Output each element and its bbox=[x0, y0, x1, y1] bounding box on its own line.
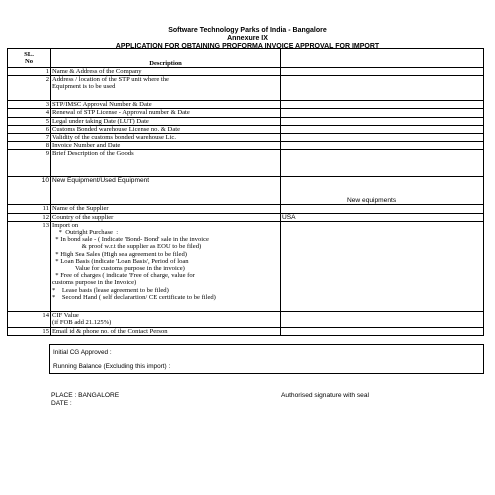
row-number: 14 bbox=[8, 311, 51, 327]
row-number: 6 bbox=[8, 125, 51, 133]
row-number: 4 bbox=[8, 109, 51, 117]
row-value bbox=[281, 109, 484, 117]
table-row bbox=[8, 177, 484, 205]
row-description: Renewal of STP License - Approval number & Date bbox=[51, 109, 281, 117]
place-label: PLACE : BANGALORE bbox=[51, 392, 120, 399]
row-number: 9 bbox=[8, 150, 51, 177]
annexure-label: Annexure IX bbox=[227, 35, 268, 42]
initial-cg-approved: Initial CG Approved : bbox=[53, 349, 112, 356]
row-description: Country of the supplier bbox=[51, 213, 281, 221]
row-description: STP/IMSC Approval Number & Date bbox=[51, 101, 281, 109]
table-row bbox=[8, 134, 484, 142]
row-value bbox=[281, 101, 484, 109]
row-value bbox=[281, 117, 484, 125]
table-row bbox=[8, 68, 484, 76]
table-row bbox=[8, 117, 484, 125]
row-value: New equipments bbox=[281, 177, 484, 205]
row-number: 13 bbox=[8, 221, 51, 311]
description-header: Description bbox=[51, 49, 281, 68]
row-description: Invoice Number and Date bbox=[51, 142, 281, 150]
table-row bbox=[8, 205, 484, 213]
row-number: 12 bbox=[8, 213, 51, 221]
row-value bbox=[281, 68, 484, 76]
table-row bbox=[8, 311, 484, 327]
row-number: 3 bbox=[8, 101, 51, 109]
row-value bbox=[281, 142, 484, 150]
row-value bbox=[281, 76, 484, 101]
table-row bbox=[8, 76, 484, 101]
row-number: 1 bbox=[8, 68, 51, 76]
table-header-row bbox=[8, 49, 484, 68]
row-number: 8 bbox=[8, 142, 51, 150]
row-number: 7 bbox=[8, 134, 51, 142]
row-description: Email id & phone no. of the Contact Person bbox=[51, 327, 281, 335]
table-row bbox=[8, 109, 484, 117]
row-value: USA bbox=[281, 213, 484, 221]
date-label: DATE : bbox=[51, 400, 72, 407]
row-value bbox=[281, 311, 484, 327]
row-number: 10 bbox=[8, 177, 51, 205]
row-description: Legal under taking Date (LUT) Date bbox=[51, 117, 281, 125]
row-value bbox=[281, 134, 484, 142]
row-description: Validity of the customs bonded warehouse Lic. bbox=[51, 134, 281, 142]
cg-balance-box bbox=[49, 344, 484, 374]
table-row bbox=[8, 327, 484, 335]
value-header bbox=[281, 49, 484, 68]
row-description: Import on * Outright Purchase : * In bond sale - ( Indicate 'Bond- Bond' sale in the invoice & proof w.r.t the supplier as EOU to be filed) * High Sea Sales (High sea agreement to be filed) * Loan Basis (indicate 'Loan Basis', Period of loan Value for customs purpose in the invoice) * Free of charges ( indicate 'Free of charge, value for customs purpose in the Invoice) * Lease basis (lease agreement to be filed) * Second Hand ( self declarartion/ CE certificate to be filed) bbox=[51, 221, 281, 311]
org-title: Software Technology Parks of India - Bangalore bbox=[168, 27, 327, 34]
table-row bbox=[8, 101, 484, 109]
row-value bbox=[281, 221, 484, 311]
table-row bbox=[8, 213, 484, 221]
table-row bbox=[8, 142, 484, 150]
sl-no-header: SL. No bbox=[8, 49, 51, 68]
table-row bbox=[8, 150, 484, 177]
row-description: CIF Value (if FOB add 21.125%) bbox=[51, 311, 281, 327]
row-number: 2 bbox=[8, 76, 51, 101]
row-description: Name of the Supplier bbox=[51, 205, 281, 213]
row-description: Address / location of the STP unit where the Equipment is to be used bbox=[51, 76, 281, 101]
form-title: APPLICATION FOR OBTAINING PROFORMA INVOICE APPROVAL FOR IMPORT bbox=[115, 43, 380, 50]
table-row bbox=[8, 221, 484, 311]
row-description: Customs Bonded warehouse License no. & Date bbox=[51, 125, 281, 133]
application-table bbox=[7, 48, 484, 336]
signature-label: Authorised signature with seal bbox=[281, 392, 369, 399]
row-value bbox=[281, 150, 484, 177]
row-value bbox=[281, 205, 484, 213]
row-value bbox=[281, 327, 484, 335]
row-description: Brief Description of the Goods bbox=[51, 150, 281, 177]
row-number: 5 bbox=[8, 117, 51, 125]
table-row bbox=[8, 125, 484, 133]
row-description: Name & Address of the Company bbox=[51, 68, 281, 76]
row-number: 15 bbox=[8, 327, 51, 335]
row-description: New Equipment/Used Equipment bbox=[51, 177, 281, 205]
row-value bbox=[281, 125, 484, 133]
running-balance: Running Balance (Excluding this import) : bbox=[53, 363, 171, 370]
row-number: 11 bbox=[8, 205, 51, 213]
